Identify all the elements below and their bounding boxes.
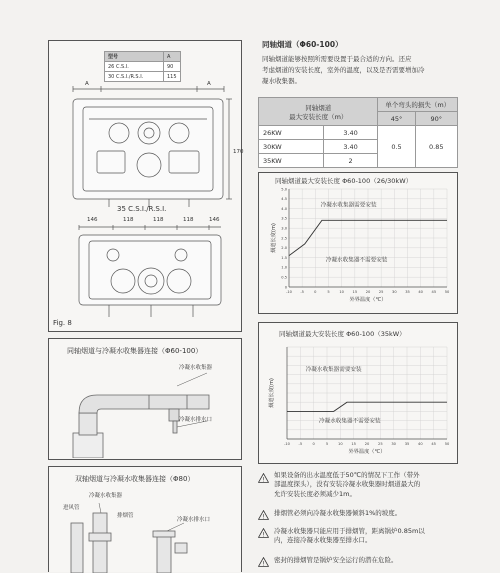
dim-bottom: 146	[87, 217, 98, 223]
loss45-cell: 0.5	[378, 126, 415, 168]
a-cell: 115	[164, 72, 181, 82]
y-tick-label: 2.5	[281, 236, 287, 241]
drawing-subtitle: 35 C.S.I./R.S.I.	[117, 205, 167, 213]
chart2-panel	[258, 322, 458, 464]
y-tick-label: 5.0	[281, 187, 287, 192]
x-tick-label: 0	[312, 442, 315, 446]
x-tick-label: 20	[364, 442, 370, 446]
twin-connection-drawing	[49, 503, 241, 573]
warning-line: 冷凝水收集器只能应用于排烟管，距离锅炉0.85m以	[274, 527, 425, 535]
x-tick-label: 5	[325, 442, 329, 446]
x-tick-label: 45	[431, 290, 437, 294]
y-tick-label: 3.5	[281, 216, 287, 221]
fig8-panel	[48, 40, 242, 332]
x-tick-label: -10	[286, 290, 292, 294]
x-tick-label: 35	[404, 442, 410, 446]
twin-elbow-label: 进风管	[63, 505, 80, 511]
warning-text	[274, 471, 420, 499]
twin-connection-panel	[48, 466, 242, 572]
x-tick-label: -10	[284, 442, 290, 446]
section-heading: 同轴烟道（Φ60-100）	[262, 40, 343, 49]
x-tick-label: 30	[392, 290, 397, 294]
length-cell: 3.40	[323, 126, 378, 140]
warning-text	[274, 556, 398, 565]
table-header-line: 最大安装长度（m）	[289, 112, 348, 121]
a-cell: 90	[164, 62, 181, 72]
angle-90-header: 90°	[415, 112, 457, 126]
y-tick-label: 0	[284, 285, 287, 290]
y-tick-label: 1.0	[281, 265, 287, 270]
x-tick-label: 15	[352, 290, 358, 294]
dim-bottom: 118	[123, 217, 134, 223]
x-tick-label: 30	[391, 442, 396, 446]
coax-connection-panel	[48, 338, 242, 460]
coax-connection-drawing	[49, 363, 241, 458]
x-axis-label: 外界温度（℃）	[349, 297, 387, 303]
x-tick-label: -5	[298, 442, 303, 446]
y-tick-label: 0.5	[281, 275, 287, 280]
model-table	[104, 51, 181, 82]
model-cell: 30KW	[259, 140, 324, 154]
y-tick-label: 1.5	[281, 255, 287, 260]
warning-icon	[258, 473, 269, 483]
chart-annotation: 冷凝水收集器不需要安装	[325, 257, 388, 264]
chart-annotation: 冷凝水收集器不需要安装	[319, 418, 381, 425]
boiler-drawing-top	[49, 81, 241, 209]
twin-drain-label: 冷凝水排水口	[177, 517, 211, 523]
svg-text:!: !	[262, 476, 265, 483]
chart2-title: 同轴烟道最大安装长度 Φ60-100（35kW）	[279, 330, 406, 338]
chart1-plot	[259, 187, 457, 312]
model-cell: 26KW	[259, 126, 324, 140]
warning-icon	[258, 510, 269, 520]
x-tick-label: 25	[378, 290, 384, 294]
chart-annotation: 冷凝水收集器需要安装	[320, 202, 377, 209]
model-cell: 26 C.S.I.	[105, 62, 164, 72]
chart-annotation: 冷凝水收集器需要安装	[305, 366, 362, 373]
warning-icon	[258, 557, 269, 567]
x-tick-label: 20	[365, 290, 371, 294]
coax-connection-title: 同轴烟道与冷凝水收集器连接（Φ60-100）	[67, 347, 203, 355]
dim-bottom: 146	[209, 217, 220, 223]
svg-text:!: !	[262, 560, 265, 567]
coax-collector-label: 冷凝水收集器	[179, 365, 213, 371]
y-tick-label: 2.0	[281, 246, 287, 251]
x-tick-label: 45	[431, 442, 436, 446]
x-tick-label: 50	[444, 442, 450, 446]
model-cell: 30 C.S.I./R.S.I.	[105, 72, 164, 82]
x-tick-label: 35	[405, 290, 410, 294]
twin-collector-label: 冷凝水收集器	[89, 493, 123, 499]
warning-line: 部温度探头），没有安装冷凝水收集器时烟道最大的	[274, 480, 421, 489]
figure-caption: Fig. 8	[53, 319, 72, 327]
pipe-length-table	[258, 97, 458, 168]
y-axis-label: 烟道长度(m)	[271, 223, 277, 253]
coax-drain-label: 冷凝水排水口	[179, 417, 213, 423]
loss90-cell: 0.85	[415, 126, 457, 168]
x-tick-label: 40	[418, 290, 423, 294]
warning-line: 如果设备的出水温度低于50℃的情况下工作（带外	[274, 471, 420, 479]
y-tick-label: 3.0	[281, 226, 287, 231]
y-tick-label: 4.5	[281, 197, 287, 202]
dim-a-label: A	[85, 81, 89, 87]
x-tick-label: 50	[444, 290, 450, 294]
section-para-line: 凝水收集器。	[262, 77, 301, 85]
table-header-line: 同轴烟道	[305, 103, 332, 112]
boiler-drawing-bottom	[49, 225, 241, 325]
length-cell: 2	[323, 154, 378, 168]
y-axis-label: 烟道长度(m)	[269, 378, 275, 408]
chart2-plot	[259, 341, 457, 463]
x-tick-label: 10	[339, 290, 344, 294]
twin-exhaust-label: 排烟管	[117, 513, 134, 519]
section-para-line: 考虑烟道的安装长度，室外的温度，以及是否需要增加冷	[262, 66, 425, 74]
x-tick-label: 25	[378, 442, 383, 446]
warning-line: 允许安装长度必须减少1m。	[274, 489, 356, 498]
x-tick-label: 40	[418, 442, 423, 446]
dim-a-label: A	[207, 81, 211, 87]
model-cell: 35KW	[259, 154, 324, 168]
warning-line: 密封的排烟管是锅炉安全运行的潜在危险。	[274, 556, 398, 564]
warning-line: 内，连接冷凝水收集器至排水口。	[274, 536, 372, 545]
warning-text	[274, 509, 401, 518]
x-tick-label: 0	[314, 290, 317, 294]
svg-text:!: !	[262, 531, 265, 538]
x-tick-label: -5	[300, 290, 304, 294]
warning-line: 排烟管必须向冷凝水收集器倾斜1%的坡度。	[274, 509, 402, 517]
dim-bottom: 118	[153, 217, 164, 223]
chart1-panel	[258, 172, 458, 314]
section-para-line: 同轴烟道能够按照所需要设置于最合适的方向。还应	[262, 55, 412, 63]
y-tick-label: 4.0	[281, 206, 287, 211]
dim-bottom: 118	[183, 217, 194, 223]
chart1-title: 同轴烟道最大安装长度 Φ60-100（26/30kW）	[275, 177, 413, 185]
x-axis-label: 外界温度（℃）	[348, 449, 386, 455]
length-cell: 3.40	[323, 140, 378, 154]
loss-header: 单个弯头的损失（m）	[378, 98, 458, 112]
x-tick-label: 15	[351, 442, 356, 446]
angle-45-header: 45°	[378, 112, 415, 126]
x-tick-label: 10	[338, 442, 343, 446]
svg-text:!: !	[262, 513, 265, 520]
model-header: 型号	[105, 52, 164, 62]
dim-side-label: 170	[233, 149, 244, 155]
twin-connection-title: 双轴烟道与冷凝水收集器连接（Φ80）	[75, 475, 195, 483]
a-header: A	[164, 52, 181, 62]
warning-text	[274, 527, 425, 546]
x-tick-label: 5	[327, 290, 330, 294]
warning-icon	[258, 528, 269, 538]
